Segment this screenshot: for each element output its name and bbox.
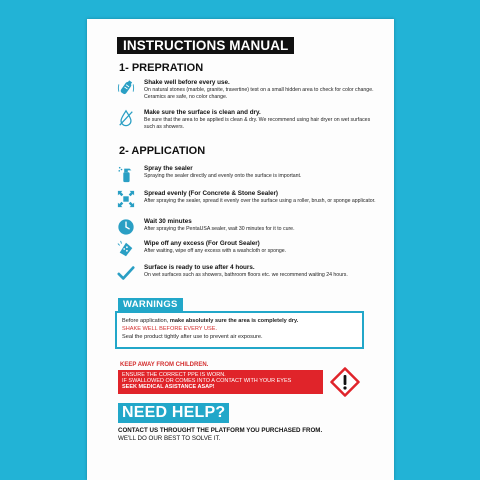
contact-line-2: WE'LL DO OUR BEST TO SOLVE IT. <box>118 434 221 442</box>
app-step-desc: After waiting, wipe off any excess with a washcloth or sponge. <box>144 248 287 254</box>
need-help-heading: NEED HELP? <box>118 403 229 423</box>
no-water-drop-icon <box>117 109 135 127</box>
app-step-title: Spread evenly (For Concrete & Stone Sealer) <box>144 190 279 197</box>
warning-line-dry-emphasis: make absolutely sure the area is completely dry. <box>169 318 299 324</box>
warning-line-dry-text: Before application, <box>122 318 170 324</box>
clock-icon <box>117 218 135 236</box>
prep-step-title: Shake well before every use. <box>144 79 230 86</box>
app-step-desc: After spraying the PentaUSA sealer, wait 30 minutes for it to cure. <box>144 226 295 232</box>
prep-step-title: Make sure the surface is clean and dry. <box>144 109 261 116</box>
app-step-title: Wipe off any excess (For Grout Sealer) <box>144 240 260 247</box>
section-preparation-heading: 1- PREPRATION <box>119 62 204 74</box>
safety-red-box <box>118 370 323 394</box>
instruction-sheet <box>87 19 394 480</box>
keep-away-notice: KEEP AWAY FROM CHILDREN. <box>120 362 209 368</box>
app-step-title: Wait 30 minutes <box>144 218 192 225</box>
manual-title: INSTRUCTIONS MANUAL <box>117 37 294 54</box>
section-application-heading: 2- APPLICATION <box>119 145 206 157</box>
warning-line-dry <box>122 317 357 325</box>
contact-info <box>118 427 368 442</box>
warning-line-seal: Seal the product tightly after use to prevent air exposure. <box>122 334 263 340</box>
spray-bottle-icon <box>117 165 135 183</box>
prep-step-desc: On natural stones (marble, granite, travertine) test on a small hidden area to check for color change. Ceramics are safe, no color change. <box>144 87 374 100</box>
ghs-exclamation-icon <box>330 367 360 397</box>
sponge-wipe-icon <box>117 240 135 258</box>
app-step-title: Spray the sealer <box>144 165 193 172</box>
warnings-box <box>115 311 364 349</box>
warning-line-shake: SHAKE WELL BEFORE EVERY USE. <box>122 326 218 332</box>
spread-arrows-icon <box>117 190 135 208</box>
safety-seek-line <box>122 384 319 390</box>
safety-ppe-line: ENSURE THE CORRECT PPE IS WORN. <box>122 371 226 378</box>
app-step-desc: On wet surfaces such as showers, bathroom floors etc. we recommend waiting 24 hours. <box>144 272 348 278</box>
prep-step-desc: Be sure that the area to be applied is clean & dry. We recommend using hair dryer on wet surfaces such as showers. <box>144 117 371 130</box>
checkmark-icon <box>117 264 135 282</box>
shake-bottle-icon <box>117 79 135 97</box>
app-step-desc: After spraying the sealer, spread it evenly over the surface using a roller, brush, or sponge applicator. <box>144 198 376 204</box>
warnings-label: WARNINGS <box>118 298 183 311</box>
safety-swallowed-line: IF SWALLOWED OR COMES INTO A CONTACT WITH YOUR EYES <box>122 377 292 384</box>
contact-line-1: CONTACT US THROUGHT THE PLATFORM YOU PURCHASED FROM. <box>118 427 323 434</box>
app-step-desc: Spraying the sealer directly and evenly onto the surface is important. <box>144 173 302 179</box>
app-step-title: Surface is ready to use after 4 hours. <box>144 264 255 271</box>
safety-seek-text: SEEK MEDICAL ASISTANCE ASAP! <box>122 383 215 390</box>
